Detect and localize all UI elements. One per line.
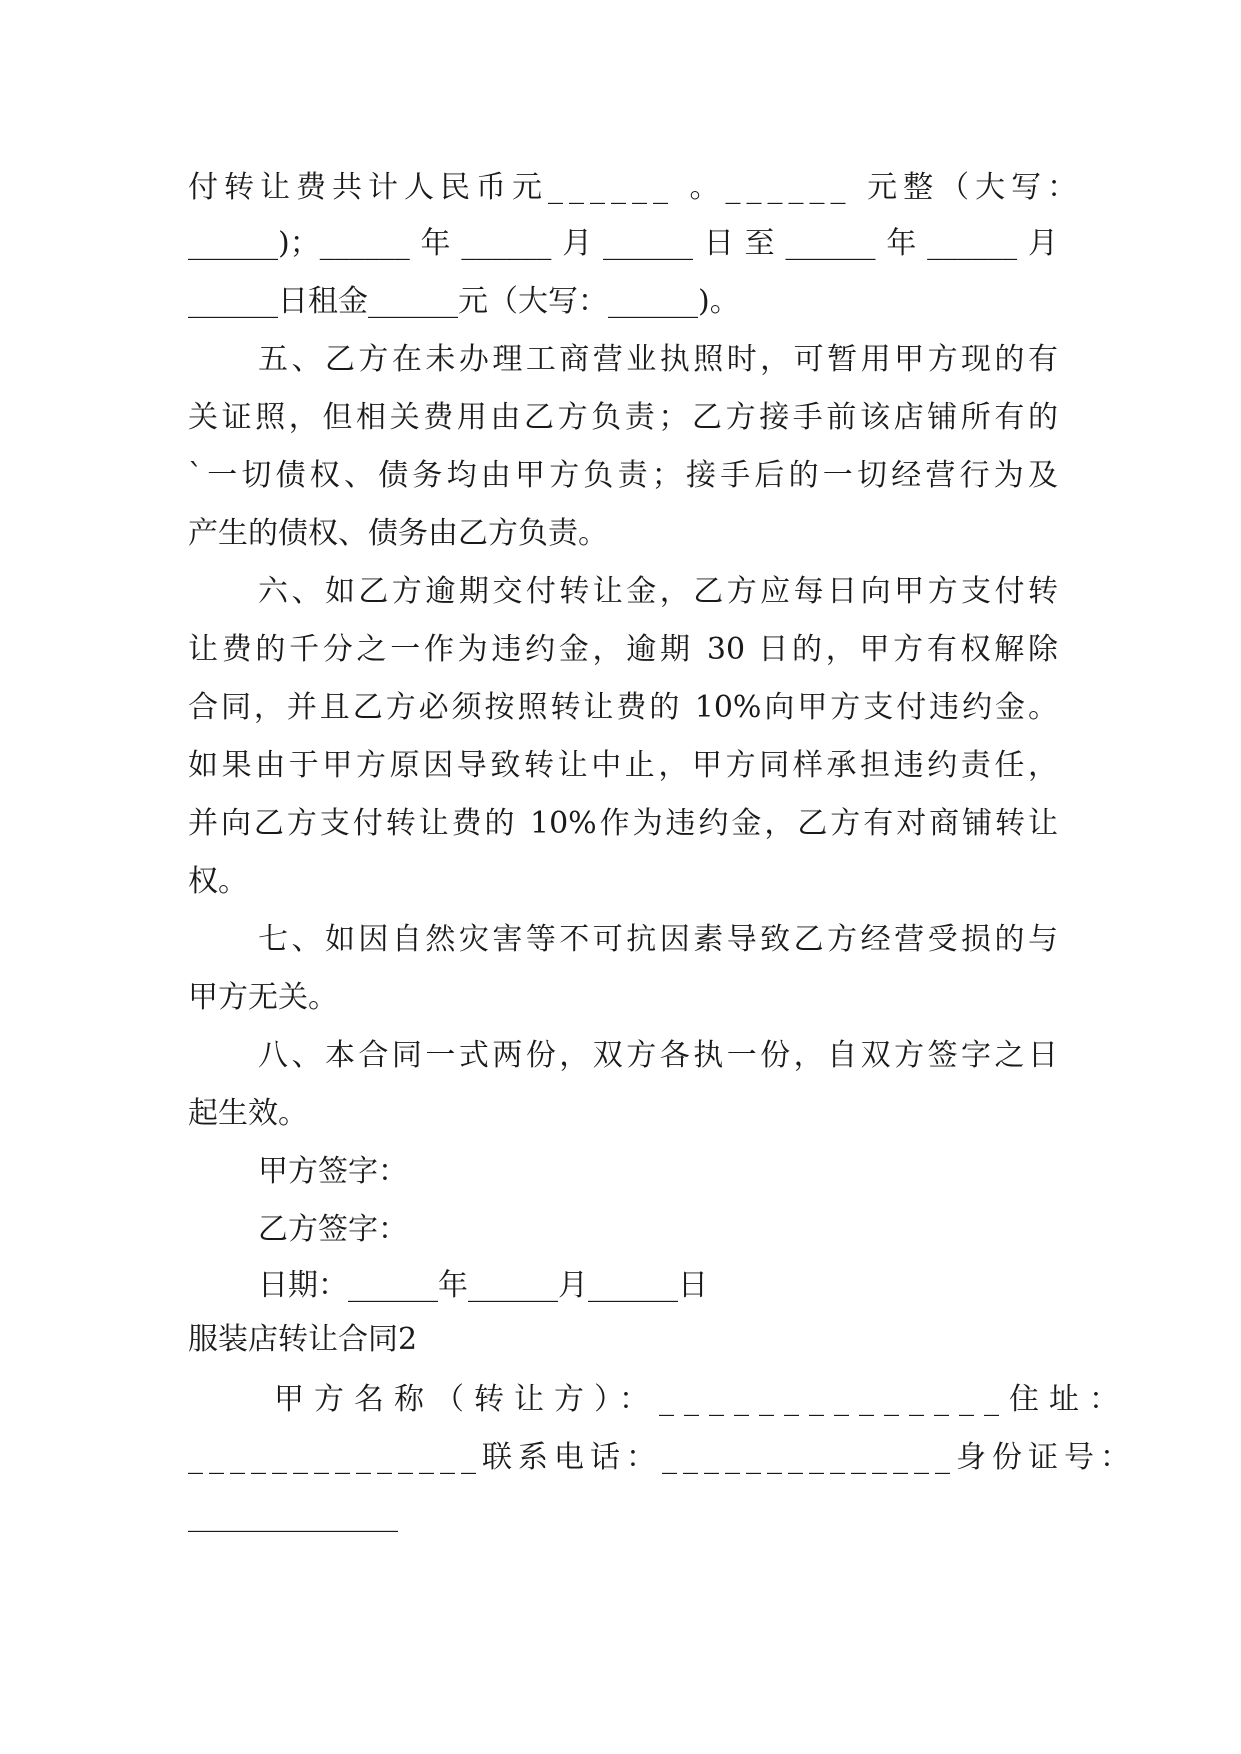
clause-5-line: `一切债权、债务均由甲方负责；接手后的一切经营行为及 <box>188 458 1058 493</box>
clause-7-line: 甲方无关。 <box>188 980 338 1015</box>
party-a-signature-label: 甲方签字： <box>258 1154 408 1189</box>
clause-6-line: 让费的千分之一作为违约金，逾期 30 日的，甲方有权解除 <box>188 632 1058 667</box>
party-a-info-line: ______________ <box>188 1498 398 1533</box>
party-a-info-line: 甲方名称（转让方）：______________住址： <box>274 1382 1129 1417</box>
party-b-signature-label: 乙方签字： <box>258 1212 408 1247</box>
party-a-info-line: ______________联系电话：______________身份证号： <box>188 1440 1136 1475</box>
clause-8-line: 起生效。 <box>188 1096 308 1131</box>
clause-7-line: 七、如因自然灾害等不可抗因素导致乙方经营受损的与 <box>258 922 1058 957</box>
text-line: 付转让费共计人民币元______ 。______ 元整（大写： <box>188 170 1084 205</box>
date-line: 日期：______年______月______日 <box>258 1268 708 1303</box>
clause-5-line: 关证照，但相关费用由乙方负责；乙方接手前该店铺所有的 <box>188 400 1058 435</box>
clause-6-line: 并向乙方支付转让费的 10%作为违约金，乙方有对商铺转让 <box>188 806 1058 841</box>
text-line: ______)；______年______月______日至______年______月 <box>188 226 1058 261</box>
clause-6-line: 权。 <box>188 864 248 899</box>
clause-6-line: 如果由于甲方原因导致转让中止，甲方同样承担违约责任， <box>188 748 1058 783</box>
clause-6-line: 合同，并且乙方必须按照转让费的 10%向甲方支付违约金。 <box>188 690 1058 725</box>
text-line: ______日租金______元（大写：______)。 <box>188 284 740 319</box>
contract-2-title: 服装店转让合同2 <box>188 1322 418 1357</box>
clause-8-line: 八、本合同一式两份，双方各执一份，自双方签字之日 <box>258 1038 1058 1073</box>
clause-5-line: 五、乙方在未办理工商营业执照时，可暂用甲方现的有 <box>258 342 1058 377</box>
clause-5-line: 产生的债权、债务由乙方负责。 <box>188 516 608 551</box>
clause-6-line: 六、如乙方逾期交付转让金，乙方应每日向甲方支付转 <box>258 574 1058 609</box>
